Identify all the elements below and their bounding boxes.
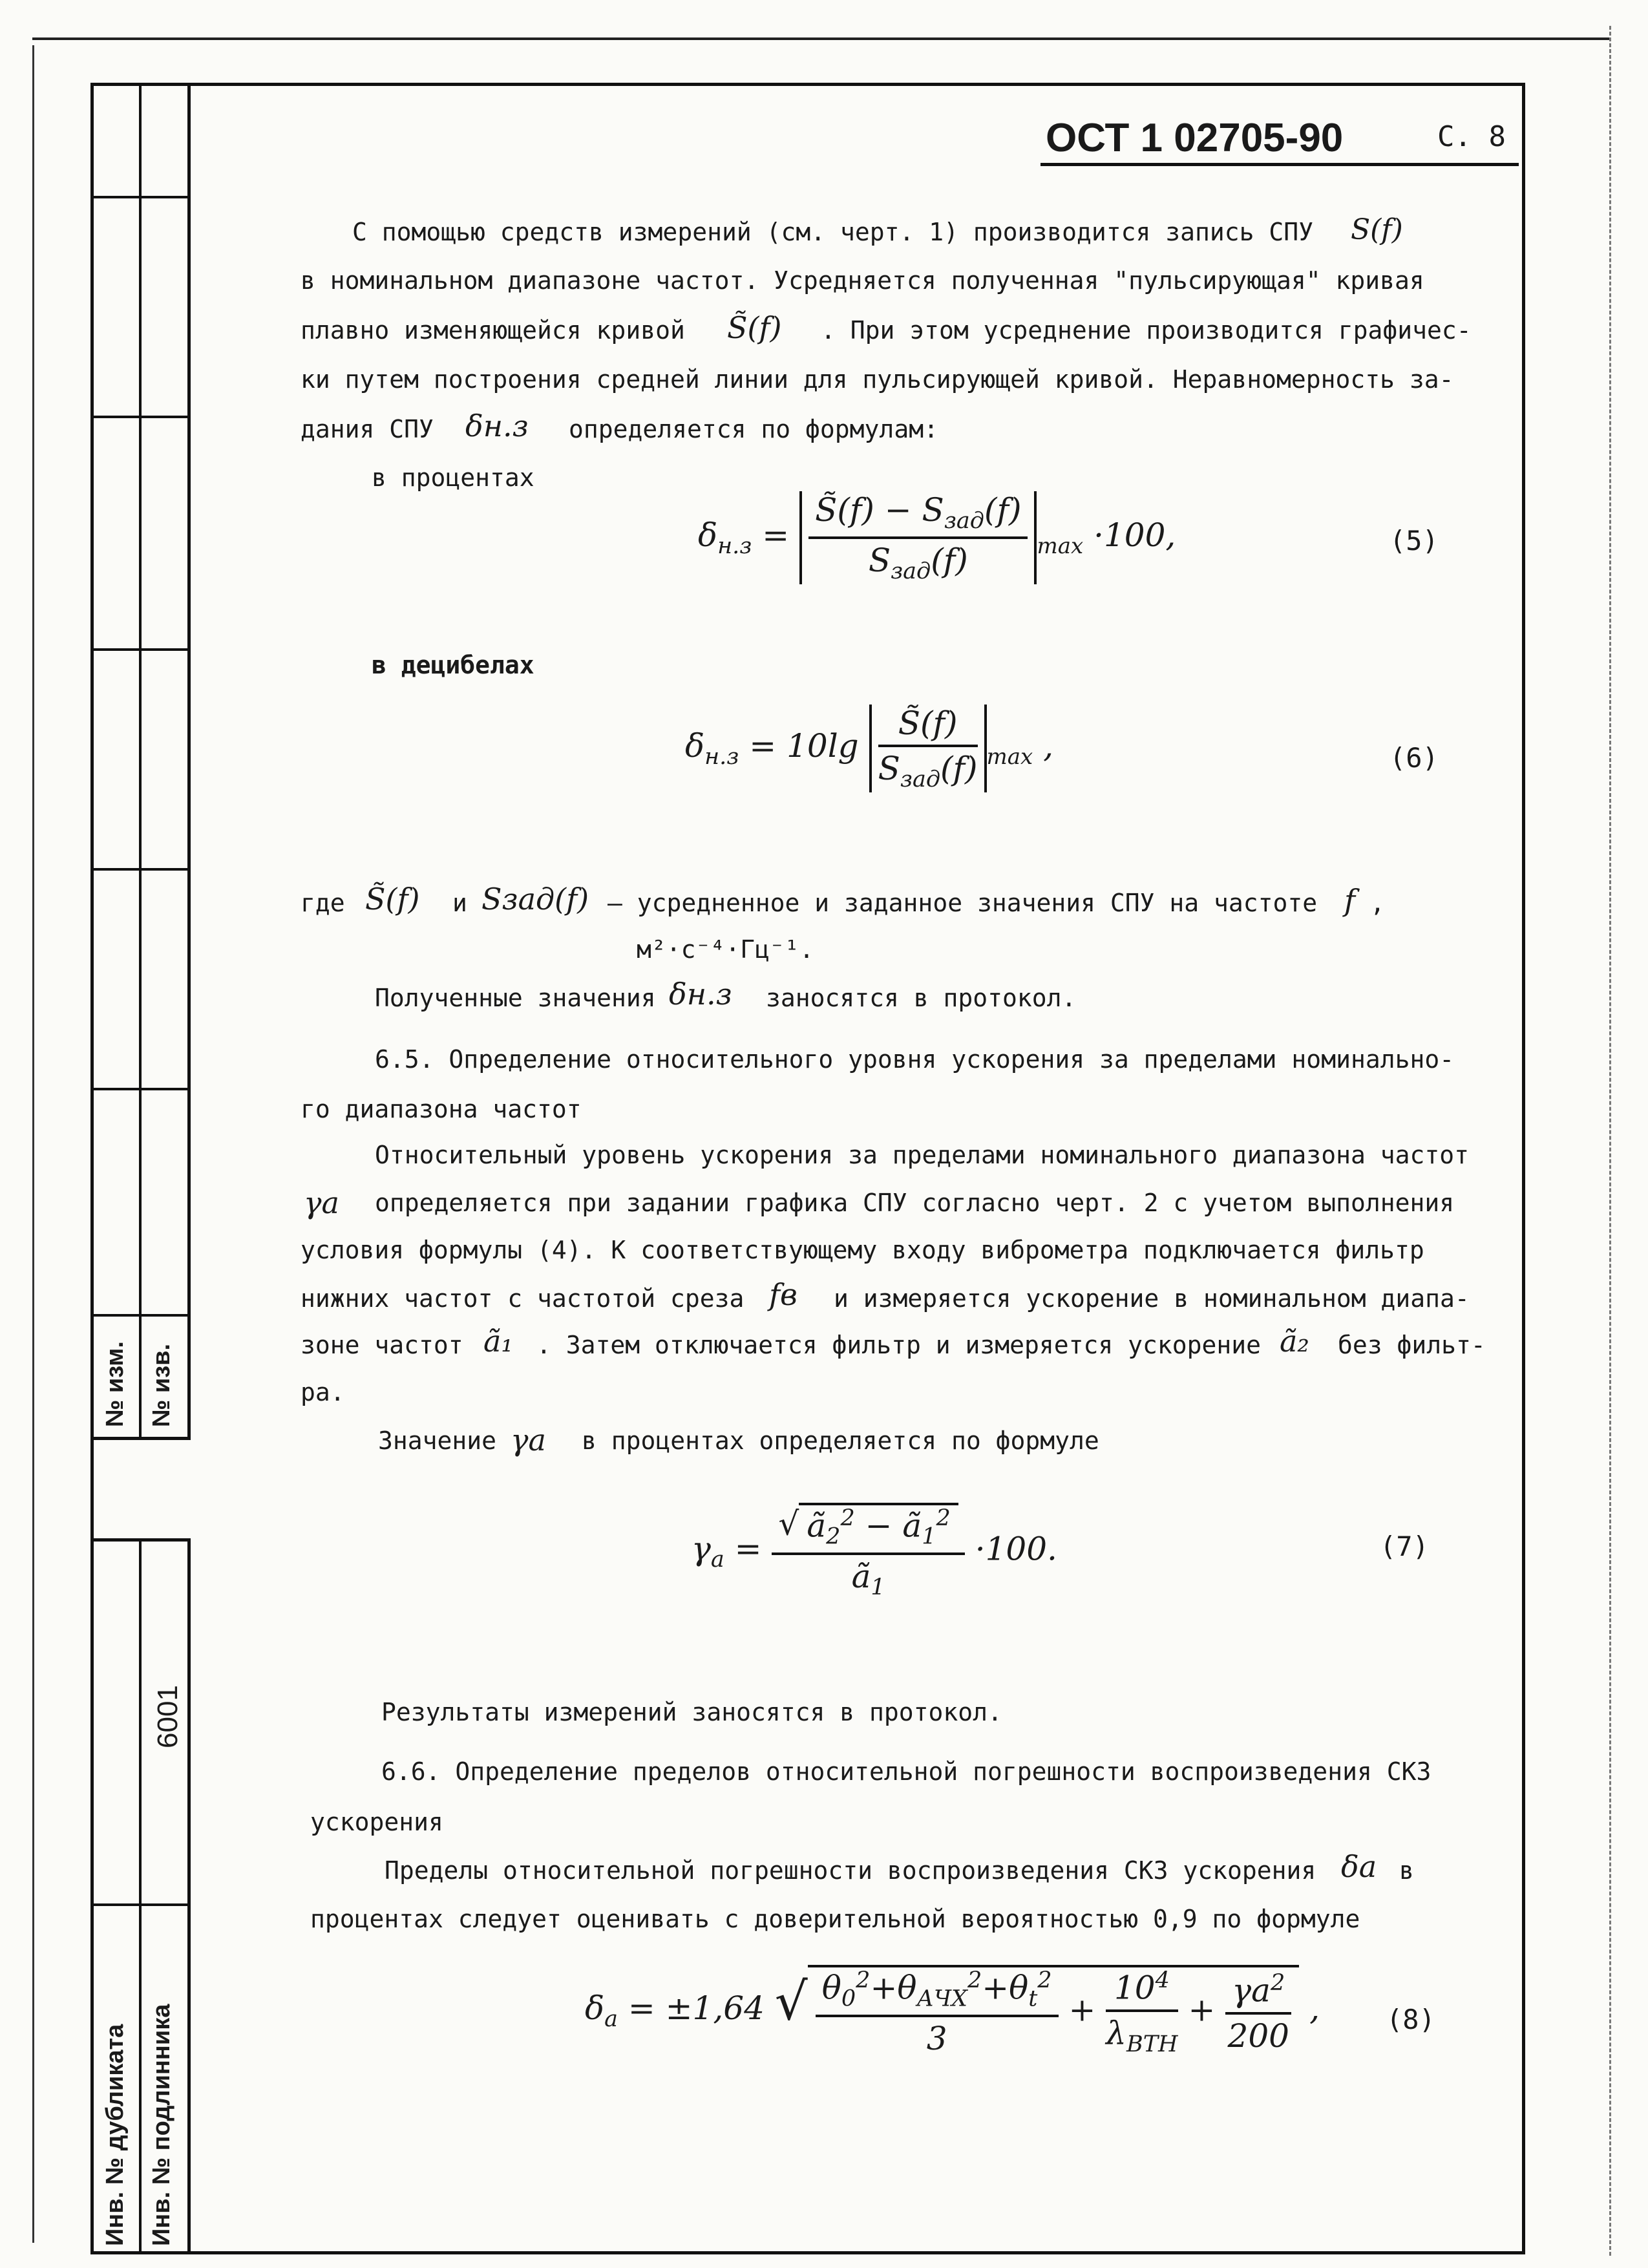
scan-edge-right	[1609, 26, 1611, 2256]
results-line: Результаты измерений заносятся в протокол.	[381, 1698, 1002, 1726]
scan-edge-left	[32, 45, 34, 2243]
s65-body-line2: определяется при задании графика СПУ согласно черт. 2 с учетом выполнения	[375, 1189, 1455, 1217]
obtained-a: Полученные значения	[375, 984, 656, 1012]
in-db-label: в децибелах	[372, 651, 534, 679]
inv-number: 6001	[152, 1685, 184, 1748]
izv-label: № изв.	[148, 1343, 175, 1427]
p1-line1: С помощью средств измерений (см. черт. 1) производится запись СПУ	[352, 218, 1314, 246]
s65-title-line1: 6.5. Определение относительного уровня ускорения за пределами номинально-	[375, 1045, 1455, 1074]
formula-8: $\delta_a = \pm 1,64$ √ $\frac{\theta_0^2+\theta_{АЧХ}^2+\theta_t^2}{3}$ + $\frac{10^4}{\lambda_{ВТН}}$ + $\frac{\gamma a^2}{200}$ ,	[585, 1965, 1320, 2057]
p1-line3b: . При этом усреднение производится графичес-	[821, 316, 1472, 344]
stamp-column-bottom	[90, 1538, 191, 2254]
doc-code: ОСТ 1 02705-90	[1046, 116, 1344, 160]
eq-number-6: (6)	[1389, 742, 1439, 774]
in-percent-label: в процентах	[372, 463, 534, 492]
formula-7: $\gamma_a$ = $\frac{√ ã_2^2 - ã_1^2}{ã_1}$ ·100.	[692, 1503, 1057, 1600]
s66-title-line1: 6.6. Определение пределов относительной погрешности воспроизведения СКЗ	[381, 1757, 1431, 1786]
p1-line5a: дания СПУ	[301, 415, 434, 443]
p1-line2: в номинальном диапазоне частот. Усредняется полученная "пульсирующая" кривая	[301, 266, 1424, 295]
scan-edge-top	[32, 37, 1609, 40]
izm-label: № изм.	[101, 1341, 129, 1427]
symbol-delta-nz: δн.з	[465, 408, 529, 443]
s65-body-line3: условия формулы (4). К соответствующему входу виброметра подключается фильтр	[301, 1236, 1424, 1264]
where-units: м²·с⁻⁴·Гц⁻¹.	[637, 935, 814, 964]
s65-body-line6: ра.	[301, 1378, 345, 1406]
s66-body-line2: процентах следует оценивать с доверительной вероятностью 0,9 по формуле	[310, 1905, 1360, 1933]
s65-body-line5b: . Затем отключается фильтр и измеряется ускорение	[536, 1331, 1262, 1359]
stamp-column-top	[90, 83, 191, 1440]
where-sym1: S̃(f)	[365, 882, 420, 917]
eq-number-8: (8)	[1386, 2004, 1435, 2035]
a1-symbol: ã₁	[483, 1324, 513, 1359]
eq-number-5: (5)	[1389, 525, 1439, 556]
formula-6: $\delta_{н.з} = 10\lg$ $\frac{S̃(f)}{S_{зад}(f)}$ $_{max}$ ,	[685, 705, 1054, 792]
s66-body-line1b: в	[1399, 1856, 1414, 1885]
inv-original-label: Инв. № подлинника	[148, 2004, 175, 2246]
s65-body-line4b: и измеряется ускорение в номинальном диапа-	[834, 1284, 1470, 1313]
a2-symbol: ã₂	[1280, 1324, 1309, 1359]
symbol-S-avg: S̃(f)	[727, 310, 782, 345]
page-header	[1041, 115, 1519, 166]
gamma-a: γa	[304, 1185, 339, 1220]
formula-5: $\delta_{н.з}$ = $\frac{S̃(f) - S_{зад}(f)}{S_{зад}(f)}$ $_{max}$ ·100,	[698, 491, 1176, 584]
obtained-b: заносятся в протокол.	[766, 984, 1077, 1012]
where-lead: где	[301, 889, 345, 917]
s66-title-line2: ускорения	[310, 1808, 443, 1836]
where-comma: ,	[1370, 889, 1385, 917]
where-text: – усредненное и заданное значения СПУ на частоте	[607, 889, 1318, 917]
s65-body-line4a: нижних частот с частотой среза	[301, 1284, 745, 1313]
inv-duplicate-label: Инв. № дубликата	[101, 2024, 129, 2246]
s65-title-line2: го диапазона частот	[301, 1095, 582, 1123]
obtained-delta: δн.з	[669, 977, 732, 1012]
where-sym2: Sзад(f)	[481, 882, 589, 917]
s65-body-line5a: зоне частот	[301, 1331, 463, 1359]
where-and: и	[452, 889, 467, 917]
p1-line5b: определяется по формулам:	[569, 415, 938, 443]
s65-body-line1: Относительный уровень ускорения за пределами номинального диапазона частот	[375, 1141, 1469, 1169]
s66-delta-a: δa	[1341, 1849, 1377, 1884]
s66-body-line1a: Пределы относительной погрешности воспроизведения СКЗ ускорения	[385, 1856, 1316, 1885]
s65-body-line5c: без фильт-	[1338, 1331, 1486, 1359]
where-freq: f	[1344, 883, 1356, 918]
value-line-a: Значение	[378, 1426, 497, 1455]
p1-line4: ки путем построения средней линии для пульсирующей кривой. Неравномерность за-	[301, 365, 1454, 394]
eq-number-7: (7)	[1380, 1531, 1429, 1562]
page-number: С. 8	[1437, 120, 1506, 153]
value-gamma: γa	[511, 1423, 546, 1457]
symbol-S-f: S(f)	[1351, 213, 1403, 246]
p1-line3a: плавно изменяющейся кривой	[301, 316, 685, 344]
fv-symbol: fв	[769, 1277, 798, 1312]
value-line-b: в процентах определяется по формуле	[582, 1426, 1099, 1455]
